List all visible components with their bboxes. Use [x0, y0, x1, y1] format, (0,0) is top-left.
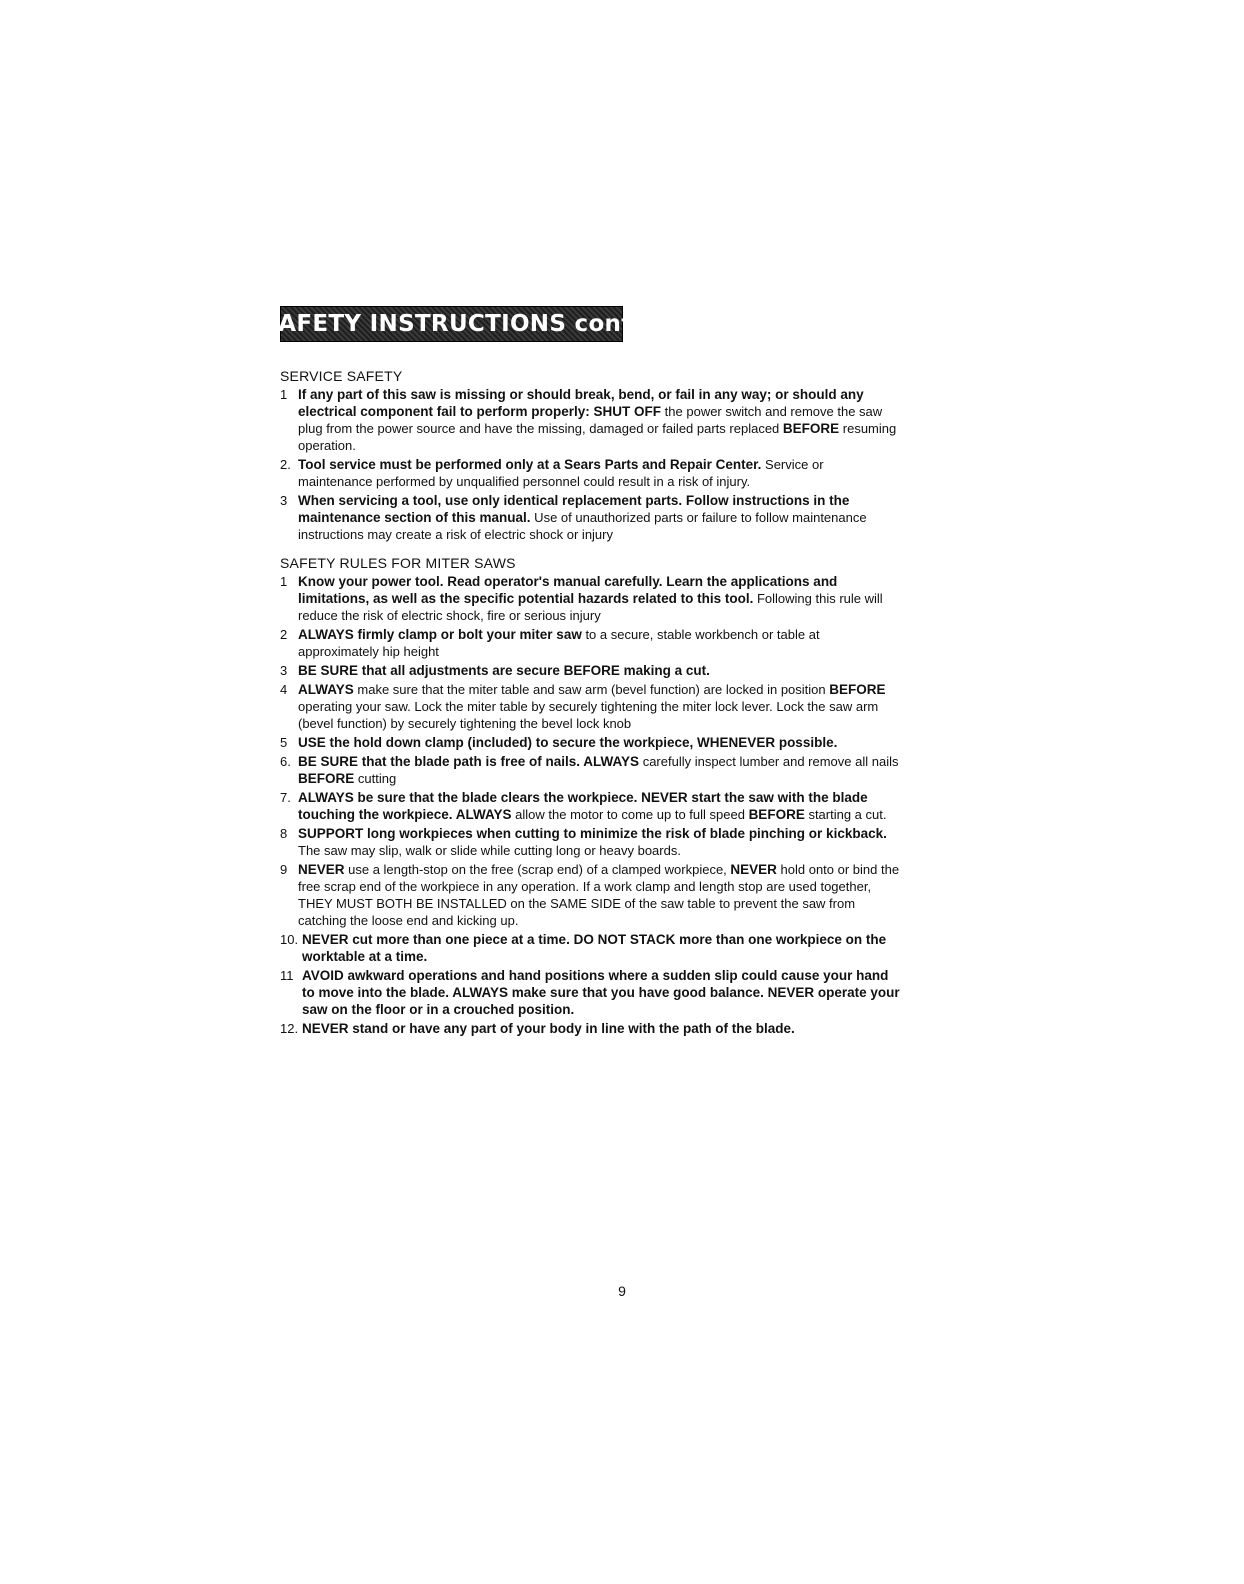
list-item: [280, 456, 900, 490]
item-number: 7.: [280, 790, 291, 805]
emphasis-text: BE SURE that all adjustments are secure BEFORE making a cut.: [298, 663, 710, 678]
item-text: [302, 1020, 900, 1037]
list-item: [280, 492, 900, 543]
emphasis-text: BEFORE: [829, 682, 886, 697]
item-text: [298, 386, 900, 454]
item-text: [298, 456, 900, 490]
emphasis-text: NEVER: [730, 862, 777, 877]
body-text: starting a cut.: [804, 807, 887, 822]
list-item: [280, 789, 900, 823]
emphasis-text: NEVER stand or have any part of your body in line with the path of the blade.: [302, 1021, 795, 1036]
body-text: operating your saw. Lock the miter table by securely tightening the miter lock lever. Lock the saw arm (bevel function) by securely tightening the bevel lock knob: [298, 699, 879, 731]
item-number: 3: [280, 663, 288, 678]
item-text: [298, 681, 900, 732]
item-number: 2.: [280, 457, 291, 472]
emphasis-text: Tool service must be performed only at a Sears Parts and Repair Center.: [298, 457, 762, 472]
item-text: [298, 734, 900, 751]
page-number: 9: [618, 1283, 626, 1299]
item-number: 2: [280, 627, 288, 642]
list-item: [280, 753, 900, 787]
item-number: 1: [280, 387, 288, 402]
body-text: use a length-stop on the free (scrap end) of a clamped workpiece,: [344, 862, 731, 877]
item-number: 6.: [280, 754, 291, 769]
emphasis-text: ALWAYS firmly clamp or bolt your miter saw: [298, 627, 582, 642]
body-text: Use of unauthorized parts or failure to follow maintenance instructions may create a risk of electric shock or injury: [298, 510, 867, 542]
body-text: the power switch and remove the saw plug from the power source and have the missing, damaged or failed parts replaced: [298, 404, 883, 436]
list-item: [280, 681, 900, 732]
service-safety-list: [280, 386, 900, 543]
list-item: [280, 931, 900, 965]
emphasis-text: NEVER: [298, 862, 345, 877]
list-item: [280, 662, 900, 679]
list-item: [280, 1020, 900, 1037]
emphasis-text: ALWAYS: [298, 682, 354, 697]
item-number: 9: [280, 862, 288, 877]
item-text: [298, 861, 900, 929]
emphasis-text: ALWAYS be sure that the blade clears the workpiece. NEVER start the saw with the blade touching the workpiece. ALWAYS: [298, 790, 868, 822]
list-item: [280, 573, 900, 624]
list-item: [280, 967, 900, 1018]
emphasis-text: When servicing a tool, use only identical replacement parts. Follow instructions in the maintenance section of this manual.: [298, 493, 850, 525]
body-text: allow the motor to come up to full speed: [511, 807, 749, 822]
item-number: 11: [280, 968, 294, 983]
emphasis-text: BE SURE that the blade path is free of nails. ALWAYS: [298, 754, 640, 769]
body-text: make sure that the miter table and saw arm (bevel function) are locked in position: [353, 682, 830, 697]
list-item: [280, 825, 900, 859]
list-item: [280, 861, 900, 929]
body-text: hold onto or bind the free scrap end of the workpiece in any operation. If a work clamp and length stop are used together, THEY MUST BOTH BE INSTALLED on the SAME SIDE of the saw table to prevent the saw from catching the loose end and kicking up.: [298, 862, 900, 928]
item-text: [298, 573, 900, 624]
item-number: 4: [280, 682, 288, 697]
item-text: [298, 492, 900, 543]
section-banner: [261, 306, 642, 342]
list-item: [280, 386, 900, 454]
list-item: [280, 734, 900, 751]
body-text: carefully inspect lumber and remove all nails: [639, 754, 899, 769]
item-number: 12.: [280, 1021, 299, 1036]
service-safety-heading: SERVICE SAFETY: [280, 368, 403, 384]
item-text: [302, 931, 900, 965]
body-text: resuming operation.: [298, 421, 897, 453]
item-text: [298, 825, 900, 859]
item-text: [302, 967, 900, 1018]
page-content: [280, 368, 900, 1039]
list-item: [280, 626, 900, 660]
body-text: Service or maintenance performed by unqualified personnel could result in a risk of injury.: [298, 457, 824, 489]
emphasis-text: NEVER cut more than one piece at a time. DO NOT STACK more than one workpiece on the worktable at a time.: [302, 932, 887, 964]
emphasis-text: If any part of this saw is missing or should break, bend, or fail in any way; or should any electrical component fail to perform properly: SHUT OFF: [298, 387, 864, 419]
item-text: [298, 789, 900, 823]
miter-rules-list: [280, 573, 900, 929]
body-text: to a secure, stable workbench or table at approximately hip height: [298, 627, 820, 659]
item-number: 1: [280, 574, 288, 589]
emphasis-text: BEFORE: [748, 807, 805, 822]
emphasis-text: BEFORE: [782, 421, 840, 436]
body-text: Following this rule will reduce the risk of electric shock, fire or serious injury: [298, 591, 883, 623]
item-number: 5: [280, 735, 288, 750]
item-number: 10.: [280, 932, 299, 947]
banner-title: SAFETY INSTRUCTIONS cont.: [261, 311, 642, 337]
miter-rules-list-continued: [280, 931, 900, 1037]
item-text: [298, 662, 900, 679]
miter-rules-heading: SAFETY RULES FOR MITER SAWS: [280, 555, 516, 571]
body-text: cutting: [354, 771, 397, 786]
emphasis-text: AVOID awkward operations and hand positions where a sudden slip could cause your hand to move into the blade. ALWAYS make sure that you have good balance. NEVER operate your saw on the floor or in a crouched position.: [302, 968, 900, 1017]
item-number: 3: [280, 493, 288, 508]
item-text: [298, 753, 900, 787]
item-number: 8: [280, 826, 288, 841]
emphasis-text: Know your power tool. Read operator's manual carefully. Learn the applications and limitations, as well as the specific potential hazards related to this tool.: [298, 574, 838, 606]
body-text: The saw may slip, walk or slide while cutting long or heavy boards.: [298, 843, 681, 858]
emphasis-text: BEFORE: [298, 771, 355, 786]
emphasis-text: USE the hold down clamp (included) to secure the workpiece, WHENEVER possible.: [298, 735, 838, 750]
emphasis-text: SUPPORT long workpieces when cutting to minimize the risk of blade pinching or kickback.: [298, 826, 887, 841]
item-text: [298, 626, 900, 660]
